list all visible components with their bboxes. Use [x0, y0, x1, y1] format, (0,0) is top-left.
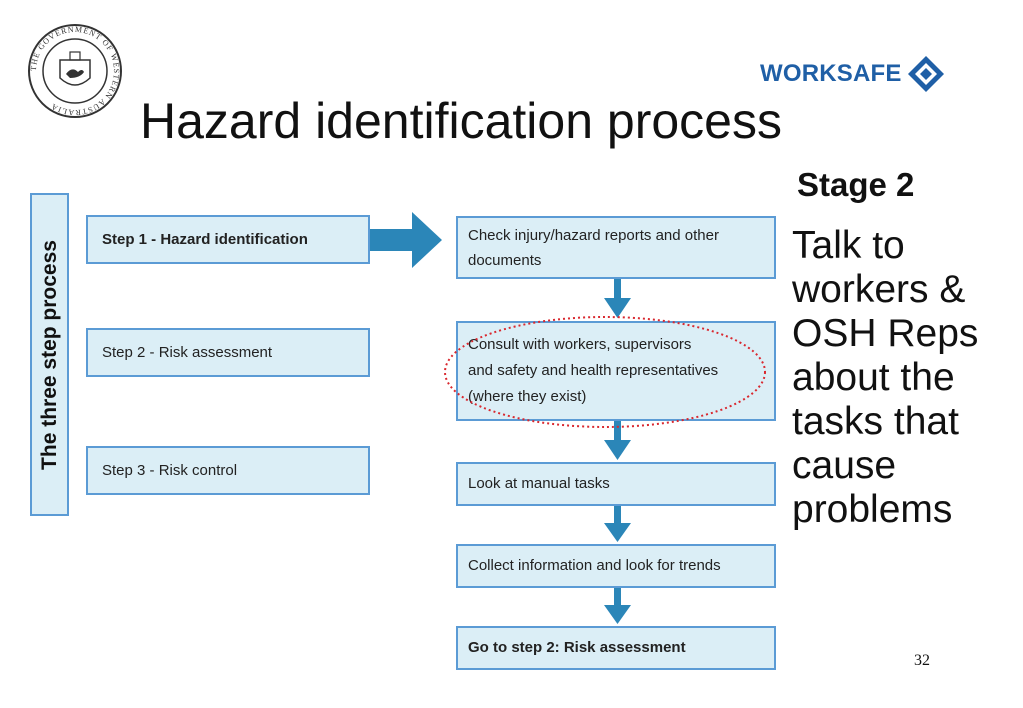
flow-collect-info-box: Collect information and look for trends — [456, 544, 776, 588]
stage-description: Talk to workers & OSH Reps about the tasks that cause problems — [792, 224, 979, 531]
step-2-box: Step 2 - Risk assessment — [86, 328, 370, 377]
down-arrow-icon — [604, 506, 631, 542]
logo-text-safe: SAFE — [836, 60, 902, 87]
down-arrow-icon — [604, 279, 631, 318]
flow-check-reports-box: Check injury/hazard reports and other documents — [456, 216, 776, 279]
page-title: Hazard identification process — [140, 93, 782, 149]
government-seal-icon — [26, 22, 124, 120]
svg-text:THE GOVERNMENT OF WESTERN AUST: THE GOVERNMENT OF WESTERN AUSTRALIA — [28, 24, 122, 118]
step-1-box: Step 1 - Hazard identification — [86, 215, 370, 264]
right-arrow-icon — [370, 212, 442, 268]
down-arrow-icon — [604, 588, 631, 624]
three-step-process-label: The three step process — [37, 239, 61, 470]
worksafe-logo — [760, 50, 946, 98]
flow-go-to-step2-box: Go to step 2: Risk assessment — [456, 626, 776, 670]
logo-text-work: WORK — [760, 60, 837, 87]
worksafe-diamond-icon — [906, 54, 946, 94]
flow-manual-tasks-box: Look at manual tasks — [456, 462, 776, 506]
step-3-box: Step 3 - Risk control — [86, 446, 370, 495]
three-step-process-label-box — [30, 193, 69, 516]
flow-consult-box: Consult with workers, supervisors and safety and health representatives (where they exist) — [456, 321, 776, 421]
page-number: 32 — [914, 652, 930, 669]
down-arrow-icon — [604, 421, 631, 460]
stage-label: Stage 2 — [797, 166, 915, 203]
